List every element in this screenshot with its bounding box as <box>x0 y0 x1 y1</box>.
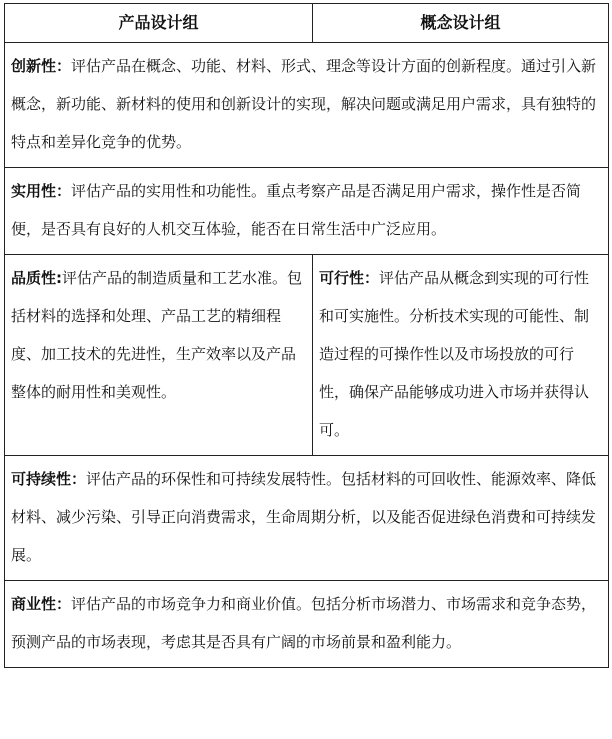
feasibility-separator: ： <box>364 269 380 287</box>
practicality-description: 评估产品的实用性和功能性。重点考察产品是否满足用户需求，操作性是否简便，是否具有良好的人机交互体验，能否在日常生活中广泛应用。 <box>11 182 582 238</box>
quality-separator: : <box>56 269 63 287</box>
sustainability-separator: ： <box>71 470 87 488</box>
header-product-design-group: 产品设计组 <box>5 4 313 43</box>
criteria-table <box>4 3 609 668</box>
table-row <box>5 581 609 668</box>
sustainability-cell <box>5 456 609 581</box>
feasibility-cell <box>313 255 609 456</box>
feasibility-description: 评估产品从概念到实现的可行性和可实施性。分析技术实现的可能性、制造过程的可操作性以及市场投放的可行性，确保产品能够成功进入市场并获得认可。 <box>319 269 590 439</box>
table-header-row <box>5 4 609 43</box>
commercial-term: 商业性 <box>11 595 57 613</box>
feasibility-term: 可行性 <box>319 269 365 287</box>
table-row <box>5 168 609 255</box>
innovation-term: 创新性 <box>11 57 57 75</box>
innovation-description: 评估产品在概念、功能、材料、形式、理念等设计方面的创新程度。通过引入新概念，新功能、新材料的使用和创新设计的实现，解决问题或满足用户需求，具有独特的特点和差异化竞争的优势。 <box>11 57 597 151</box>
practicality-term: 实用性 <box>11 182 57 200</box>
table-row <box>5 43 609 168</box>
innovation-cell <box>5 43 609 168</box>
quality-term: 品质性 <box>11 269 57 287</box>
commercial-cell <box>5 581 609 668</box>
header-concept-design-group: 概念设计组 <box>313 4 609 43</box>
quality-cell <box>5 255 313 456</box>
innovation-separator: ： <box>56 57 72 75</box>
practicality-cell <box>5 168 609 255</box>
commercial-description: 评估产品的市场竞争力和商业价值。包括分析市场潜力、市场需求和竞争态势，预测产品的市场表现，考虑其是否具有广阔的市场前景和盈利能力。 <box>11 595 597 651</box>
commercial-separator: ： <box>56 595 72 613</box>
practicality-separator: ： <box>56 182 72 200</box>
table-row <box>5 456 609 581</box>
sustainability-description: 评估产品的环保性和可持续发展特性。包括材料的可回收性、能源效率、降低材料、减少污染、引导正向消费需求，生命周期分析，以及能否促进绿色消费和可持续发展。 <box>11 470 597 564</box>
sustainability-term: 可持续性 <box>11 470 72 488</box>
table-row <box>5 255 609 456</box>
quality-description: 评估产品的制造质量和工艺水准。包括材料的选择和处理、产品工艺的精细程度、加工技术的先进性，生产效率以及产品整体的耐用性和美观性。 <box>11 269 303 401</box>
